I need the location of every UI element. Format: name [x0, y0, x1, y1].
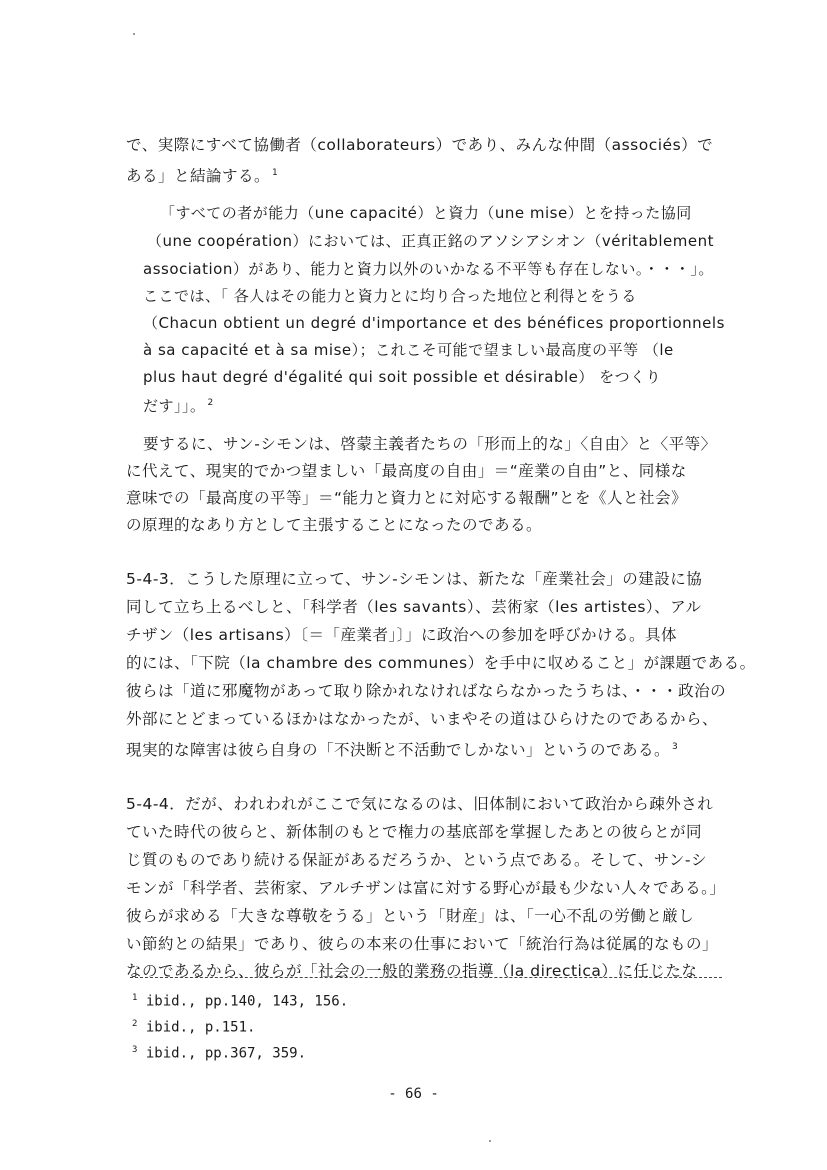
- footnote-text: ibid., pp.140, 143, 156.: [145, 993, 349, 1010]
- body-line: 要するに、サン-シモンは、啓蒙主義者たちの「形而上的な」〈自由〉と〈平等〉: [143, 435, 717, 453]
- quote-line: ここでは、「 各人はその能力と資力とに均り合った地位と利得とをうる: [143, 287, 637, 305]
- footnote-number: 2: [132, 1019, 138, 1029]
- scan-speck: [133, 33, 135, 35]
- footnote-number: 1: [132, 993, 138, 1003]
- quote-line: 「すべての者が能力（une capacité）と資力（une mise）とを持った協同: [160, 204, 692, 222]
- body-line: ある」と結論する。 $^1$: [126, 167, 279, 186]
- footnote-rule: [130, 977, 722, 978]
- footnote-number: 3: [132, 1045, 138, 1055]
- body-line: 現実的な障害は彼ら自身の「不決断と不活動でしかない」というのである。 $^3$: [126, 741, 679, 760]
- footnote-text: ibid., pp.367, 359.: [145, 1045, 307, 1062]
- footnote-ref: 3: [672, 742, 679, 752]
- quote-line: （une coopération）においては、正真正銘のアソシアシオン（véritablement: [147, 232, 715, 250]
- quote-line: （Chacun obtient un degré d'importance et des bénéfices proportionnels: [143, 314, 725, 332]
- quote-line: plus haut degré d'égalité qui soit possible et désirable） をつくり: [143, 368, 662, 386]
- body-line: ていた時代の彼らと、新体制のもとで権力の基底部を掌握したあとの彼らとが同: [126, 823, 703, 841]
- body-line: で、実際にすべて協働者（collaborateurs）であり、みんな仲間（associés）で: [126, 136, 714, 154]
- quote-line: à sa capacité et à sa mise）；これこそ可能で望ましい最高度の平等 （le: [143, 341, 674, 359]
- quote-line: association）があり、能力と資力以外のいかなる不平等も存在しない。・・・」。: [143, 260, 714, 278]
- footnote-ref: 1: [272, 168, 279, 178]
- body-line: 外部にとどまっているほかはなかったが、いまやその道はひらけたのであるから、: [126, 710, 719, 728]
- body-line: チザン（les artisans）〔＝「産業者」〕」に政治への参加を呼びかける。具体: [126, 626, 678, 644]
- page-number: - 66 -: [388, 1086, 439, 1102]
- body-line: の原理的なあり方として主張することになったのである。: [126, 516, 543, 534]
- body-line: 意味での「最高度の平等」＝“能力と資力とに対応する報酬”とを《人と社会》: [126, 489, 688, 507]
- body-line: い節約との結果」であり、彼らの本来の仕事において「統治行為は従属的なもの」: [126, 935, 719, 953]
- body-line: 彼らは「道に邪魔物があって取り除かれなければならなかったうちは、・・・政治の: [126, 682, 727, 700]
- body-line: じ質のものであり続ける保証があるだろうか、という点である。そして、サン-シ: [126, 851, 708, 869]
- footnote-text: ibid., p.151.: [145, 1019, 256, 1036]
- body-line: 彼らが求める「大きな尊敬をうる」という「財産」は、「一心不乱の労働と厳し: [126, 907, 695, 925]
- footnote-ref: 2: [207, 398, 214, 408]
- body-line: 5-4-3．こうした原理に立って、サン-シモンは、新たな「産業社会」の建設に協: [126, 570, 703, 588]
- body-line: 5-4-4．だが、われわれがここで気になるのは、旧体制において政治から疎外され: [126, 795, 714, 813]
- body-line: に代えて、現実的でかつ望ましい「最高度の自由」＝“産業の自由”と、同様な: [126, 462, 687, 480]
- scan-speck: [489, 1140, 491, 1142]
- footnote: [130, 1041, 306, 1063]
- quote-line: だす」」。 $^2$: [143, 397, 214, 415]
- body-line: 的には、「下院（la chambre des communes）を手中に収めること」が課題である。: [126, 654, 756, 672]
- body-line: 同して立ち上るべしと、「科学者（les savants）、芸術家（les artistes）、アル: [126, 598, 702, 616]
- footnote: [130, 989, 348, 1011]
- footnote: [130, 1015, 255, 1037]
- body-line: なのであるから、彼らが「社会の一般的業務の指導（la directica）に任じたな: [126, 962, 698, 980]
- body-line: モンが「科学者、芸術家、アルチザンは富に対する野心が最も少ない人々である。」: [126, 879, 726, 897]
